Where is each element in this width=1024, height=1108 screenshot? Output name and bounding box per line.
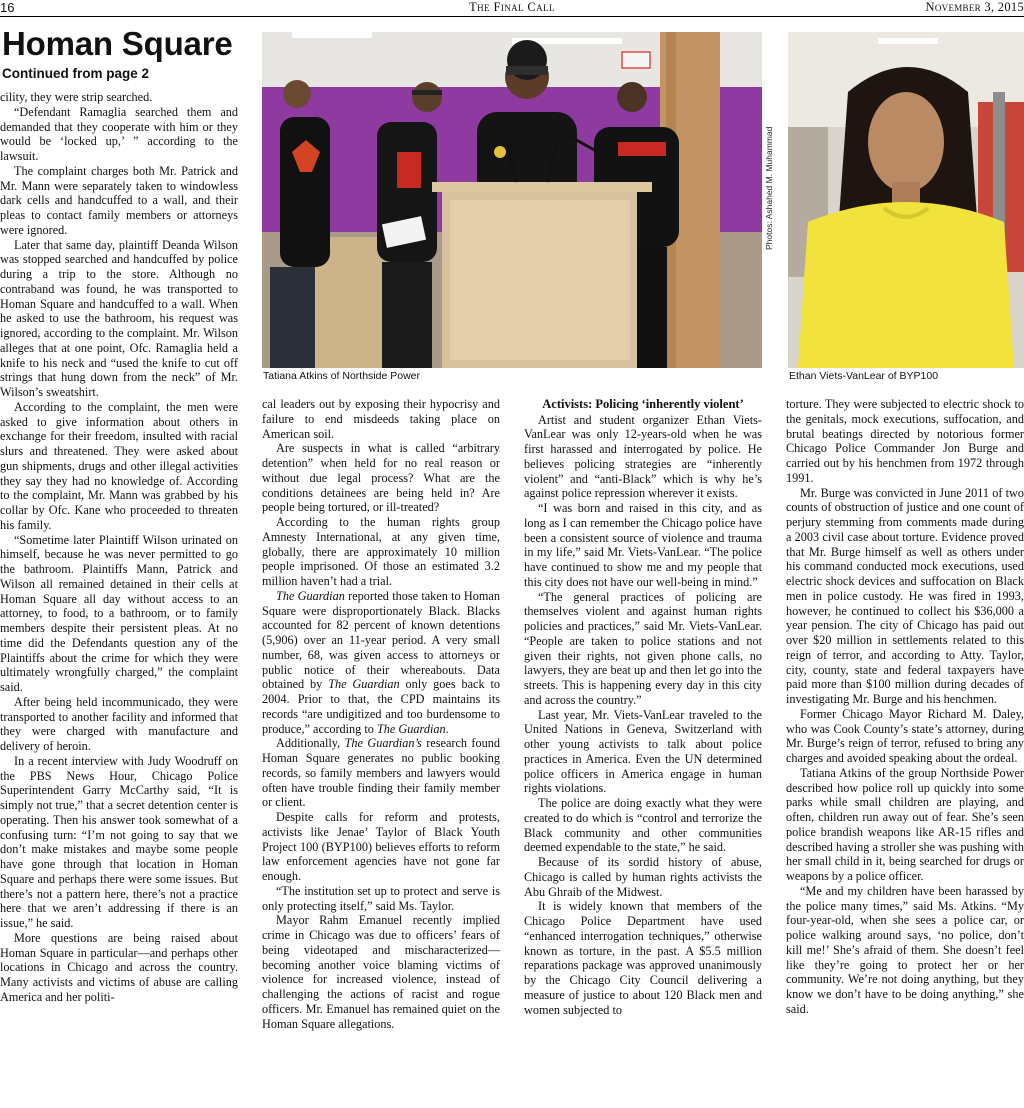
- paragraph: Tatiana Atkins of the group Northside Power described how police roll up quickly into some parks while small children are playing, and often, children run away out of fear. She’s seen police brandish weapons like AR-15 rifles and described having a stroller she was pushing with her small child in it, being searched for drugs or weapons by a police officer.: [786, 765, 1024, 883]
- paragraph: “The institution set up to protect and serve is only protecting itself,” said Ms. Taylor.: [262, 883, 500, 913]
- paragraph: Are suspects in what is called “arbitrary detention” when held for no real reason or without due legal process? What are the conditions detainees are being held in? Are people being tortured, or ill-treated?: [262, 441, 500, 515]
- page-number: 16: [0, 0, 15, 15]
- portrait-photo: [788, 32, 1024, 368]
- article-headline: Homan Square: [2, 25, 233, 62]
- paragraph: Because of its sordid history of abuse, Chicago is called by human rights activists the Abu Ghraib of the Midwest.: [524, 855, 762, 899]
- paragraph: More questions are being raised about Homan Square in particular—and perhaps other locations in Chicago and across the country. Many activists and victims of abuse are calling America and her politi-: [0, 930, 238, 1004]
- article-column-3: [524, 397, 762, 1108]
- left-photo-caption: Tatiana Atkins of Northside Power: [263, 370, 420, 382]
- photo-credit: Photos: Ashahed M. Muhammad: [764, 126, 774, 250]
- paragraph: “Defendant Ramaglia searched them and demanded that they cooperate with him or they would be ‘locked up,’ ” according to the lawsuit.: [0, 104, 238, 163]
- paragraph: torture. They were subjected to electric shock to the genitals, mock executions, suffocation, and brutal beatings directed by notorious former Chicago Police Commander Jon Burge and carried out by his henchmen from 1972 through 1991.: [786, 397, 1024, 485]
- paragraph: Artist and student organizer Ethan Viets-VanLear was only 12-years-old when he was first harassed and interrogated by police. He believes policing strategies are “inherently violent” and “anti-Black” which is why he’s against police repression wherever it exists.: [524, 412, 762, 501]
- paragraph: After being held incommunicado, they were transported to another facility and informed that they were charged with manufacture and delivery of heroin.: [0, 694, 238, 753]
- article-column-2: [262, 397, 500, 1108]
- paragraph: Later that same day, plaintiff Deanda Wilson was stopped searched and handcuffed by police during a trip to the store. Although no contraband was found, he was transported to Homan Square and handcuffed to a wall. When he asked to use the bathroom, his request was ignored, according to the complaint. Mr. Wilson alleges that at one point, Ofc. Ramaglia held a knife to his neck and “used the knife to cut off strings that hung down from the neck” of Mr. Wilson’s sweatshirt.: [0, 237, 238, 399]
- article-column-4: [786, 397, 1024, 1108]
- page-header: [0, 0, 1024, 17]
- paragraph: In a recent interview with Judy Woodruff on the PBS News Hour, Chicago Police Superintendent Garry McCarthy said, “It is simply not true,” that a secret detention center is operating. Then his answer took somewhat of a confusing turn: “I’m not going to say that we don’t make mistakes and maybe some people have gone through that location in Homan Square and perhaps there were some issues. But there’s not a pattern here, there’s not a practice here that we aren’t addressing if there is an issue,” he said.: [0, 753, 238, 930]
- paragraph: Despite calls for reform and protests, activists like Jenae’ Taylor of Black Youth Project 100 (BYP100) believes efforts to reform law enforcement agencies have not gone far enough.: [262, 810, 500, 883]
- paragraph: cal leaders out by exposing their hypocrisy and failure to end misdeeds taking place on American soil.: [262, 397, 500, 441]
- paragraph: It is widely known that members of the Chicago Police Department have used “enhanced interrogation techniques,” otherwise known as torture, in the past. A $5.5 million reparations package was approved unanimously by the Chicago City Council delivering a measure of justice to about 120 Black men and women subjected to: [524, 899, 762, 1017]
- paragraph: Mr. Burge was convicted in June 2011 of two counts of obstruction of justice and one count of perjury stemming from comments made during a 2003 civil case about torture. Evidence proved that Mr. Burge himself as well as others under his command conducted mock executions, used electric shock devices and suffocation on Black men in police custody. He was fired in 1993, however, he continued to collect his $36,000 a year pension. The city of Chicago has paid out over $20 million in settlements related to this reign of terror, and according to Atty. Taylor, city, county, state and federal taxpayers have paid more than $100 million during decades of investigating Mr. Burge and his henchmen.: [786, 485, 1024, 706]
- paragraph: The Guardian reported those taken to Homan Square were disproportionately Black. Blacks accounted for 82 percent of known detentions (5,906) over an 11-year period. A very small number, 68, was given access to attorneys or public notice of their whereabouts. Data obtained by The Guardian only goes back to 2004. Prior to that, the CPD maintains its records “are undigitized and too burdensome to produce,” according to The Guardian.: [262, 588, 500, 736]
- article-column-1: [0, 90, 238, 1108]
- paragraph: According to the human rights group Amnesty International, at any given time, globally, there are approximately 10 million people imprisoned. Of those an estimated 3.2 million haven’t had a trial.: [262, 515, 500, 588]
- paragraph: “Sometime later Plaintiff Wilson urinated on himself, because he was never permitted to go the bathroom. Plaintiffs Mann, Patrick and Wilson all remained detained in their cells at Homan Square all day without access to an attorney, to food, to a bathroom, or to family members despite their persistent pleas. At no time did the Defendants question any of the Plaintiffs about the crime for which they were ultimately wrongfully charged,” the complaint said.: [0, 532, 238, 694]
- issue-date: November 3, 2015: [925, 0, 1024, 14]
- press-conference-photo: [262, 32, 762, 368]
- paragraph: “The general practices of policing are themselves violent and against human rights policies and practices,” said Mr. Viets-VanLear. “People are taken to police stations and not given their rights, not given phone calls, no lawyers, they are beat up and then let go into the streets. This is happening every day in this city and across the country.”: [524, 589, 762, 707]
- paragraph: The complaint charges both Mr. Patrick and Mr. Mann were separately taken to windowless dark cells and handcuffed to a wall, and their pleas to contact family members or attorneys were ignored.: [0, 163, 238, 237]
- paragraph: Last year, Mr. Viets-VanLear traveled to the United Nations in Geneva, Switzerland with other young activists to talk about police practices in America. Even the UN determined police officers in America engage in human rights violations.: [524, 707, 762, 796]
- continued-from: Continued from page 2: [2, 66, 150, 81]
- paragraph: cility, they were strip searched.: [0, 90, 153, 104]
- right-photo-caption: Ethan Viets-VanLear of BYP100: [789, 370, 939, 382]
- paragraph: “I was born and raised in this city, and as long as I can remember the Chicago police have been a consistent source of violence and trauma in my life,” said Mr. Viets-VanLear. “The police have continued to show me and my people that this city does not have our well-being in mind.”: [524, 501, 762, 589]
- press-conference-illustration: [262, 32, 762, 368]
- paragraph: Additionally, The Guardian’s research found Homan Square generates no public booking records, so family members and lawyers would often have trouble finding their family member or client.: [262, 736, 500, 810]
- paragraph: “Me and my children have been harassed by the police many times,” said Ms. Atkins. “My four-year-old, when she sees a police car, or police walking around says, ‘no police, don’t kill me!’ She’s afraid of them. She doesn’t feel like they’re going to protect her or her community. We’re not doing anything, but they know we don’t have to be doing anything,” she said.: [786, 883, 1024, 1016]
- publication-name: The Final Call: [469, 0, 555, 14]
- section-subheading: Activists: Policing ‘inherently violent’: [542, 397, 744, 411]
- portrait-illustration: [788, 32, 1024, 368]
- paragraph: Former Chicago Mayor Richard M. Daley, who was Cook County’s state’s attorney, during Mr. Burge’s reign of terror, refused to bring any charges and avoided speaking about the ordeal.: [786, 706, 1024, 765]
- paragraph: According to the complaint, the men were asked to give information about others in exchange for their freedom, insulted with racial slurs and threatened. They were asked about gun shipments, drugs and other illegal activities they say they had no knowledge of. According to the complaint, Mr. Mann was grabbed by his collar by Ofc. Kane who proceeded to threaten his family.: [0, 399, 238, 532]
- paragraph: Mayor Rahm Emanuel recently implied crime in Chicago was due to officers’ fears of being videotaped and mischaracterized—becoming another voice blaming victims of violence for increased violence, instead of challenging the actions of racist and rogue officers. Mr. Emanuel has remained quiet on the Homan Square allegations.: [262, 913, 500, 1031]
- paragraph: The police are doing exactly what they were created to do which is “control and terrorize the Black community and other communities deemed expendable to the state,” he said.: [524, 796, 762, 855]
